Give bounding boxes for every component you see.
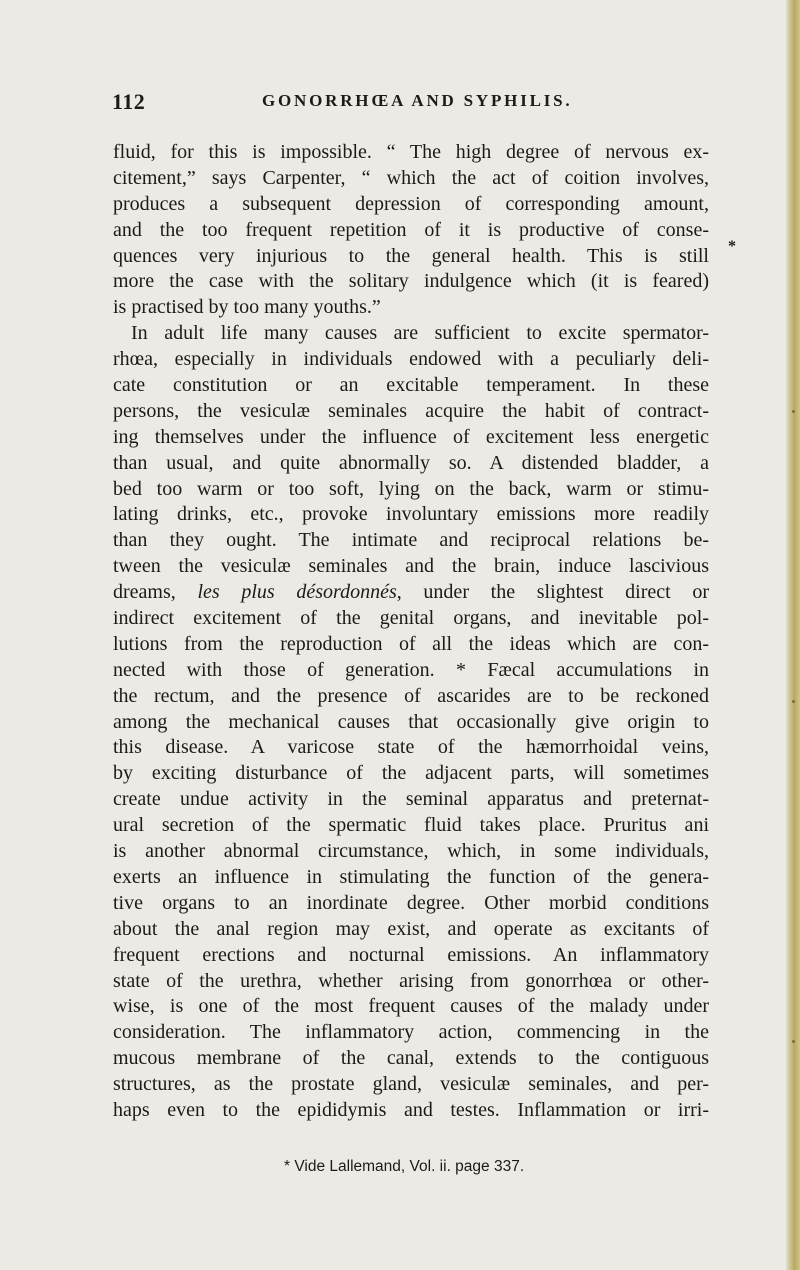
text-line: wise, is one of the most frequent causes of the malady under	[113, 995, 709, 1018]
text-line: indirect excitement of the genital organs, and inevitable pol-	[113, 607, 709, 630]
text-line: frequent erections and nocturnal emissions. An inflammatory	[113, 943, 709, 966]
text-line: haps even to the epididymis and testes. Inflammation or irri-	[113, 1098, 709, 1121]
footnote: * Vide Lallemand, Vol. ii. page 337.	[284, 1158, 525, 1175]
text-line: ing themselves under the influence of excitement less energetic	[113, 425, 709, 448]
running-head: GONORRHŒA AND SYPHILIS.	[262, 91, 573, 110]
text-line: quences very injurious to the general health. This is still	[113, 244, 709, 267]
text-line: mucous membrane of the canal, extends to the contiguous	[113, 1047, 709, 1070]
text-line: among the mechanical causes that occasionally give origin to	[113, 710, 709, 733]
text-line: fluid, for this is impossible. “ The high degree of nervous ex-	[113, 141, 709, 163]
text-line: by exciting disturbance of the adjacent parts, will sometimes	[113, 762, 709, 785]
text-line: is another abnormal circumstance, which, in some individuals,	[113, 840, 709, 863]
text-line: ural secretion of the spermatic fluid takes place. Pruritus ani	[113, 814, 709, 837]
text-line: create undue activity in the seminal apparatus and preternat-	[113, 788, 709, 811]
text-line: persons, the vesiculæ seminales acquire the habit of contract-	[113, 399, 709, 422]
text-line: the rectum, and the presence of ascarides are to be reckoned	[113, 684, 709, 707]
text-line: this disease. A varicose state of the hæmorrhoidal veins,	[113, 736, 709, 759]
page-number: 112	[112, 89, 146, 114]
text-line: than usual, and quite abnormally so. A distended bladder, a	[113, 451, 709, 474]
text-line: tive organs to an inordinate degree. Other morbid conditions	[113, 891, 709, 914]
text-line: cate constitution or an excitable temperament. In these	[113, 374, 709, 397]
text-line: produces a subsequent depression of corresponding amount,	[113, 192, 709, 215]
text-line: rhœa, especially in individuals endowed with a peculiarly deli-	[113, 348, 709, 371]
page-edge-binding	[786, 0, 800, 1270]
text-line: lutions from the reproduction of all the ideas which are con-	[113, 632, 709, 655]
text-line: is practised by too many youths.”	[113, 296, 381, 319]
text-line: bed too warm or too soft, lying on the back, warm or stimu-	[113, 477, 709, 500]
text-line: about the anal region may exist, and operate as excitants of	[113, 917, 709, 940]
text-line: than they ought. The intimate and reciprocal relations be-	[113, 529, 709, 552]
page-header	[112, 89, 709, 119]
text-line: exerts an influence in stimulating the function of the genera-	[113, 865, 709, 888]
text-line: In adult life many causes are sufficient to excite spermator-	[131, 322, 709, 345]
text-line: more the case with the solitary indulgence which (it is feared)	[113, 270, 709, 293]
text-line: structures, as the prostate gland, vesiculæ seminales, and per-	[113, 1073, 709, 1096]
text-line: citement,” says Carpenter, “ which the act of coition involves,	[113, 166, 709, 189]
body-text	[113, 140, 709, 1124]
text-line: lating drinks, etc., provoke involuntary emissions more readily	[113, 503, 709, 526]
text-line: state of the urethra, whether arising from gonorrhœa or other-	[113, 969, 709, 992]
italic-phrase: les plus désordonnés	[197, 581, 397, 604]
text-line-with-italic: dreams, les plus désordonnés, under the slightest direct or	[113, 581, 710, 604]
text-line: tween the vesiculæ seminales and the brain, induce lascivious	[113, 555, 709, 578]
text-line: and the too frequent repetition of it is productive of conse-	[113, 218, 709, 241]
text-line: nected with those of generation. * Fæcal accumulations in	[113, 658, 709, 681]
margin-asterisk: *	[728, 238, 736, 255]
text-line: consideration. The inflammatory action, commencing in the	[113, 1021, 709, 1044]
